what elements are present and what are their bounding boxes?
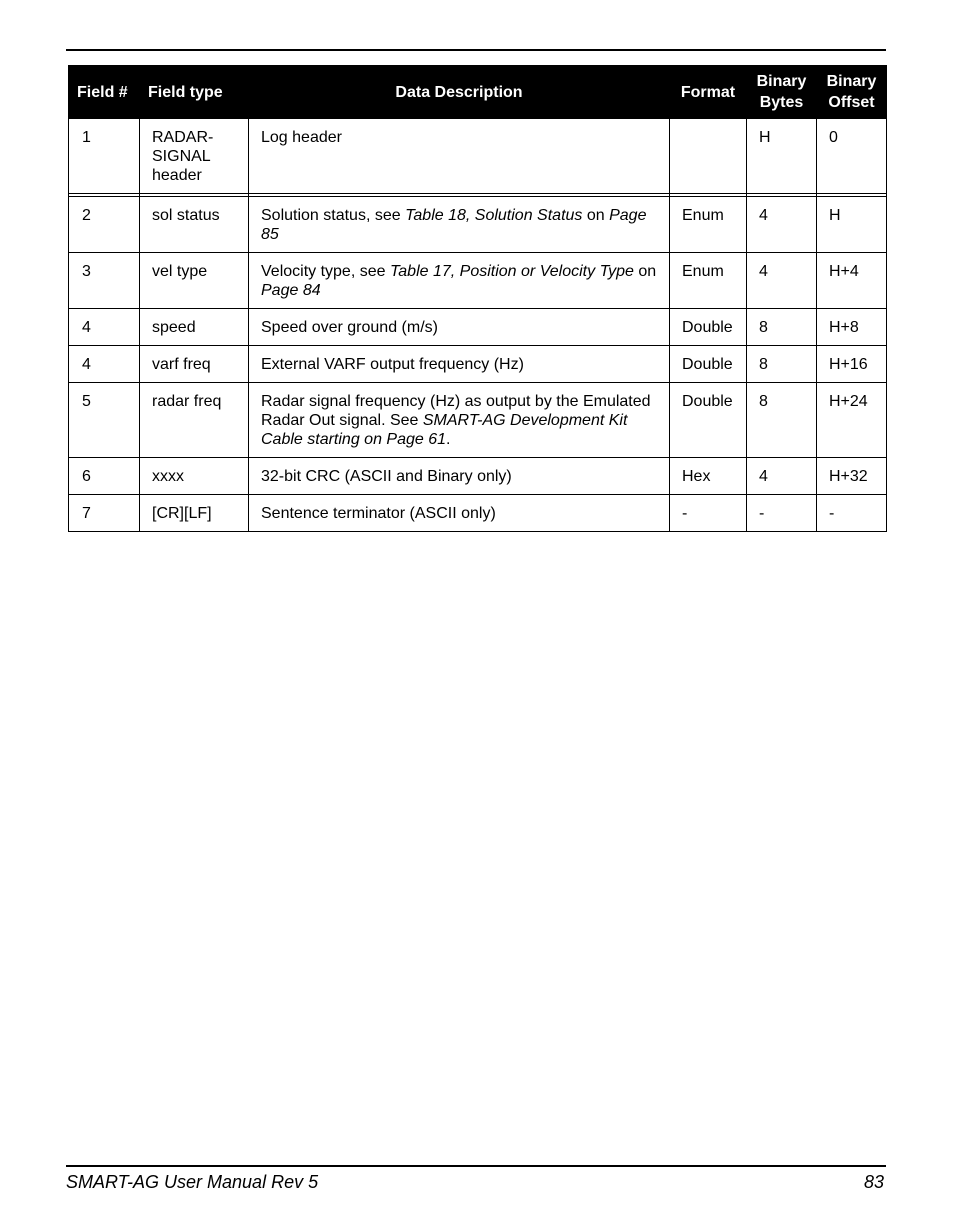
- log-fields-table: [68, 65, 887, 532]
- table-row: [69, 309, 887, 346]
- cell-description: Log header: [249, 119, 670, 194]
- cell-field-type: vel type: [140, 253, 249, 309]
- page-reference-link[interactable]: Page 84: [261, 282, 321, 299]
- description-text: Velocity type, see: [261, 263, 390, 280]
- table-reference-link[interactable]: Table 18, Solution Status: [405, 207, 583, 224]
- cell-field-num: 4: [69, 309, 140, 346]
- cell-field-num: 5: [69, 383, 140, 458]
- cell-binary-bytes: 4: [747, 458, 817, 495]
- header-data-description: Data Description: [249, 66, 670, 119]
- table-reference-link[interactable]: Table 17, Position or Velocity Type: [389, 263, 634, 280]
- description-text: Solution status, see: [261, 207, 406, 224]
- cell-format: Double: [670, 309, 747, 346]
- cell-binary-bytes: H: [747, 119, 817, 194]
- cell-field-type: varf freq: [140, 346, 249, 383]
- description-text: on: [633, 263, 657, 280]
- cell-format: -: [670, 495, 747, 532]
- header-field-type: Field type: [140, 66, 249, 119]
- table-row: [69, 253, 887, 309]
- cell-description: [249, 253, 670, 309]
- bottom-rule: [66, 1165, 886, 1167]
- cell-format: Double: [670, 346, 747, 383]
- cell-field-num: 7: [69, 495, 140, 532]
- header-format: Format: [670, 66, 747, 119]
- cell-binary-offset: H+24: [817, 383, 887, 458]
- cell-field-type: [CR][LF]: [140, 495, 249, 532]
- footer-manual-title: SMART-AG User Manual Rev 5: [66, 1172, 319, 1192]
- table-header-row: [69, 66, 887, 119]
- cell-format: Enum: [670, 253, 747, 309]
- description-text: on: [582, 207, 610, 224]
- cell-field-type: RADAR-SIGNAL header: [140, 119, 249, 194]
- cell-binary-offset: 0: [817, 119, 887, 194]
- cell-format: [670, 119, 747, 194]
- top-rule: [66, 49, 886, 51]
- cell-field-type: sol status: [140, 197, 249, 253]
- cell-binary-offset: -: [817, 495, 887, 532]
- table-row: [69, 197, 887, 253]
- cell-field-num: 1: [69, 119, 140, 194]
- cell-format: Double: [670, 383, 747, 458]
- cell-binary-offset: H+4: [817, 253, 887, 309]
- cell-format: Enum: [670, 197, 747, 253]
- cell-description: Sentence terminator (ASCII only): [249, 495, 670, 532]
- cell-field-type: speed: [140, 309, 249, 346]
- cell-field-num: 4: [69, 346, 140, 383]
- table-row: [69, 119, 887, 194]
- page-reference-link[interactable]: Page 85: [261, 207, 647, 243]
- table-row: [69, 458, 887, 495]
- description-text: Radar signal frequency (Hz) as output by the Emulated Radar Out signal. See: [261, 393, 651, 429]
- cell-field-num: 2: [69, 197, 140, 253]
- cell-description: [249, 197, 670, 253]
- table-row: [69, 383, 887, 458]
- header-field-num: Field #: [69, 66, 140, 119]
- cell-binary-bytes: 4: [747, 197, 817, 253]
- cell-binary-bytes: 8: [747, 346, 817, 383]
- cable-reference-link[interactable]: SMART-AG Development Kit Cable starting on Page 61: [261, 412, 628, 448]
- description-text: .: [446, 431, 451, 448]
- cell-binary-offset: H: [817, 197, 887, 253]
- cell-field-type: radar freq: [140, 383, 249, 458]
- cell-binary-bytes: 4: [747, 253, 817, 309]
- cell-format: Hex: [670, 458, 747, 495]
- cell-description: Speed over ground (m/s): [249, 309, 670, 346]
- table-row: [69, 346, 887, 383]
- cell-binary-offset: H+8: [817, 309, 887, 346]
- cell-binary-bytes: 8: [747, 309, 817, 346]
- cell-binary-offset: H+16: [817, 346, 887, 383]
- table-row: [69, 495, 887, 532]
- cell-binary-offset: H+32: [817, 458, 887, 495]
- header-binary-offset: Binary Offset: [817, 66, 887, 119]
- cell-binary-bytes: -: [747, 495, 817, 532]
- cell-field-num: 3: [69, 253, 140, 309]
- cell-description: External VARF output frequency (Hz): [249, 346, 670, 383]
- header-binary-bytes: Binary Bytes: [747, 66, 817, 119]
- footer-page-number: 83: [863, 1172, 884, 1192]
- cell-binary-bytes: 8: [747, 383, 817, 458]
- cell-field-num: 6: [69, 458, 140, 495]
- cell-description: [249, 383, 670, 458]
- cell-field-type: xxxx: [140, 458, 249, 495]
- cell-description: 32-bit CRC (ASCII and Binary only): [249, 458, 670, 495]
